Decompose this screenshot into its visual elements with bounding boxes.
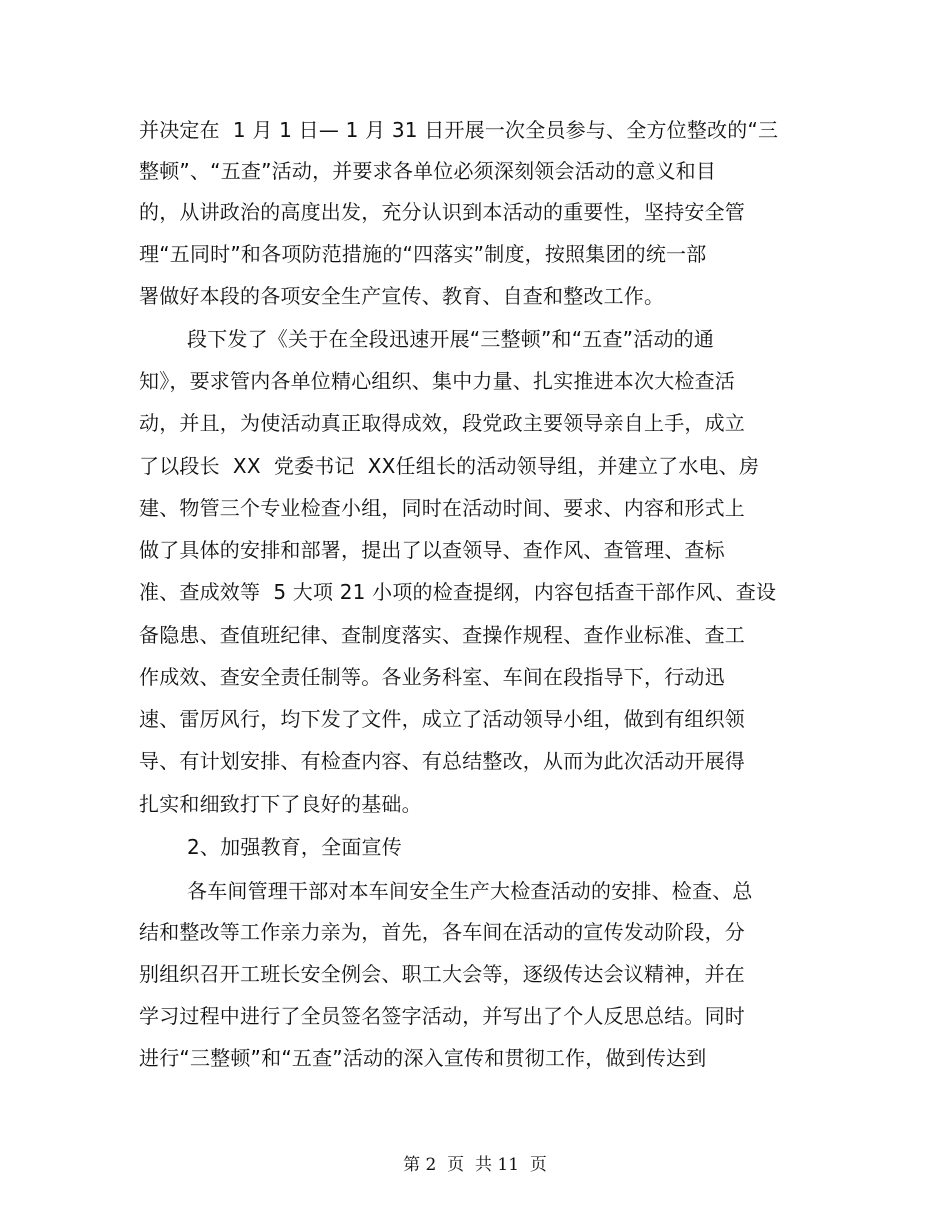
text-line: 别组织召开工班长安全例会、职工大会等，逐级传达会议精神，并在 (139, 962, 745, 986)
paragraph-first-line: 段下发了《关于在全段迅速开展“三整顿”和“五查”活动的通 (187, 327, 715, 351)
text-line: 扎实和细致打下了良好的基础。 (139, 792, 422, 816)
text-line: 建、物管三个专业检查小组，同时在活动时间、要求、内容和形式上 (139, 496, 745, 520)
text-line: 并决定在 1 月 1 日— 1 月 31 日开展一次全员参与、全方位整改的“三 (139, 118, 779, 142)
text-line: 了以段长 XX 党委书记 XX任组长的活动领导组，并建立了水电、房 (139, 454, 760, 478)
text-line: 署做好本段的各项安全生产宣传、教育、自查和整改工作。 (139, 284, 665, 308)
text-line: 速、雷厉风行，均下发了文件，成立了活动领导小组，做到有组织领 (139, 707, 745, 731)
text-line: 的，从讲政治的高度出发，充分认识到本活动的重要性，坚持安全管 (139, 200, 745, 224)
text-line: 理“五同时”和各项防范措施的“四落实”制度，按照集团的统一部 (139, 242, 707, 266)
page-number-footer: 第 2 页 共 11 页 (403, 1155, 547, 1175)
text-line: 结和整改等工作亲力亲为，首先，各车间在活动的宣传发动阶段，分 (139, 920, 745, 944)
text-line: 备隐患、查值班纪律、查制度落实、查操作规程、查作业标准、查工 (139, 623, 745, 647)
text-line: 学习过程中进行了全员签名签字活动，并写出了个人反思总结。同时 (139, 1004, 745, 1028)
text-line: 准、查成效等 5 大项 21 小项的检查提纲，内容包括查干部作风、查设 (139, 580, 777, 604)
section-heading: 2、加强教育，全面宣传 (187, 835, 402, 859)
text-line: 知》，要求管内各单位精心组织、集中力量、扎实推进本次大检查活 (139, 369, 735, 393)
text-line: 整顿”、“五查”活动，并要求各单位必须深刻领会活动的意义和目 (139, 159, 717, 183)
text-line: 动，并且，为使活动真正取得成效，段党政主要领导亲自上手，成立 (139, 411, 745, 435)
text-line: 作成效、查安全责任制等。各业务科室、车间在段指导下，行动迅 (139, 665, 725, 689)
text-line: 做了具体的安排和部署，提出了以查领导、查作风、查管理、查标 (139, 538, 725, 562)
text-line: 导、有计划安排、有检查内容、有总结整改，从而为此次活动开展得 (139, 749, 745, 773)
text-line: 进行“三整顿”和“五查”活动的深入宣传和贯彻工作，做到传达到 (139, 1046, 707, 1070)
paragraph-first-line: 各车间管理干部对本车间安全生产大检查活动的安排、检查、总 (187, 879, 753, 903)
